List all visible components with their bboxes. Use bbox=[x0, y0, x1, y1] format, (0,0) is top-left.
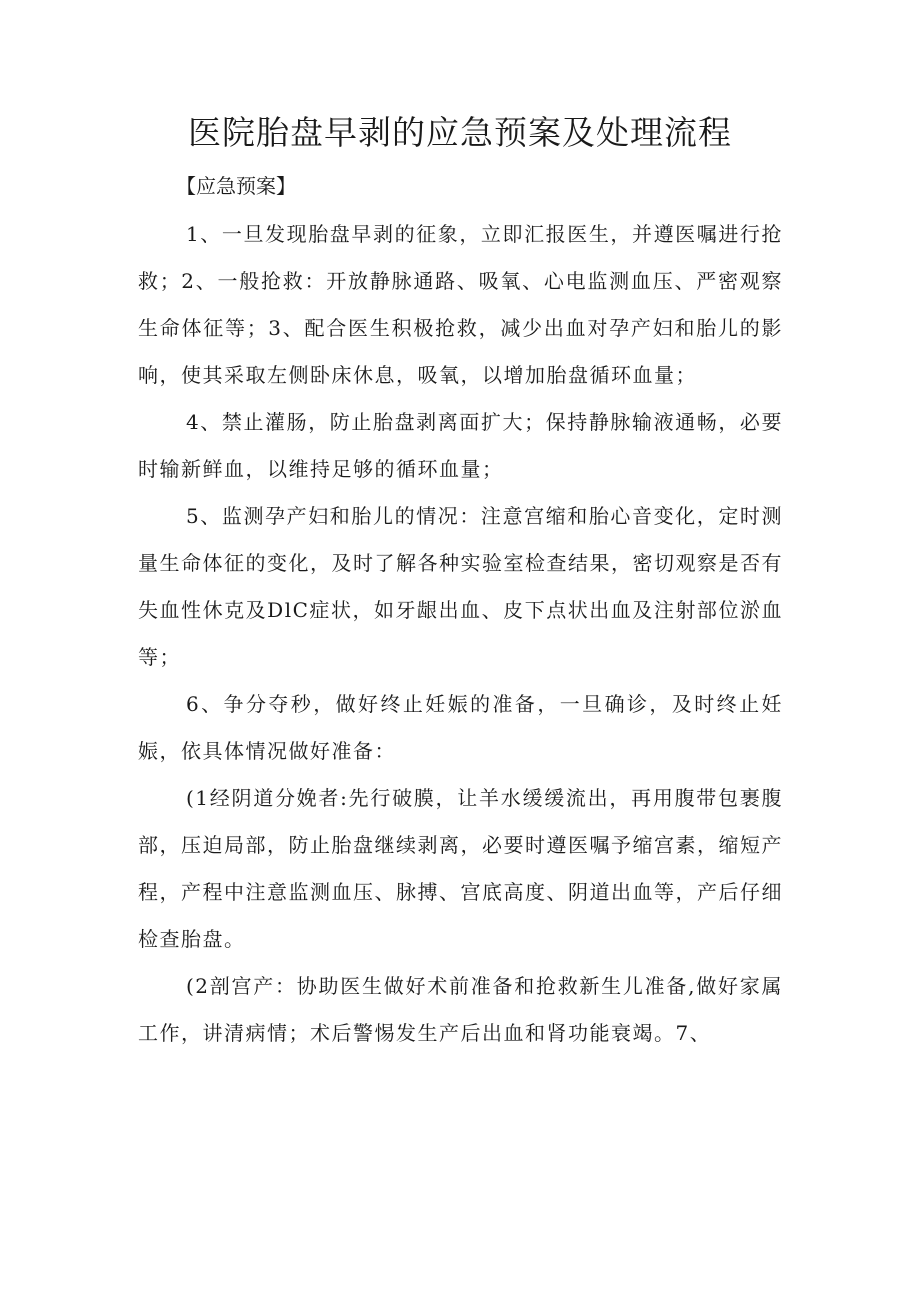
paragraph-emergency-steps-1-3: 1、一旦发现胎盘早剥的征象，立即汇报医生，并遵医嘱进行抢救；2、一般抢救：开放静脉通路、吸氧、心电监测血压、严密观察生命体征等；3、配合医生积极抢救，减少出血对孕产妇和胎儿的影响，使其采取左侧卧床休息，吸氧，以增加胎盘循环血量； bbox=[138, 222, 783, 387]
paragraph-step-4: 4、禁止灌肠，防止胎盘剥离面扩大；保持静脉输液通畅，必要时输新鲜血，以维持足够的循环血量； bbox=[138, 410, 783, 481]
paragraph-vaginal-delivery: (1经阴道分娩者:先行破膜，让羊水缓缓流出，再用腹带包裹腹部，压迫局部，防止胎盘继续剥离，必要时遵医嘱予缩宫素，缩短产程，产程中注意监测血压、脉搏、宫底高度、阴道出血等，产后仔细检查胎盘。 bbox=[138, 786, 783, 951]
section-label: 【应急预案】 bbox=[176, 174, 296, 198]
document-body bbox=[138, 211, 783, 1057]
paragraph-cesarean: (2剖宫产：协助医生做好术前准备和抢救新生儿准备,做好家属工作，讲清病情；术后警惕发生产后出血和肾功能衰竭。7、 bbox=[138, 974, 783, 1045]
document-title: 医院胎盘早剥的应急预案及处理流程 bbox=[188, 113, 732, 152]
paragraph-step-6: 6、争分夺秒，做好终止妊娠的准备，一旦确诊，及时终止妊娠，依具体情况做好准备： bbox=[138, 692, 783, 763]
paragraph-step-5: 5、监测孕产妇和胎儿的情况：注意宫缩和胎心音变化，定时测量生命体征的变化，及时了解各种实验室检查结果，密切观察是否有失血性休克及DlC症状，如牙龈出血、皮下点状出血及注射部位淤血等； bbox=[138, 504, 783, 669]
